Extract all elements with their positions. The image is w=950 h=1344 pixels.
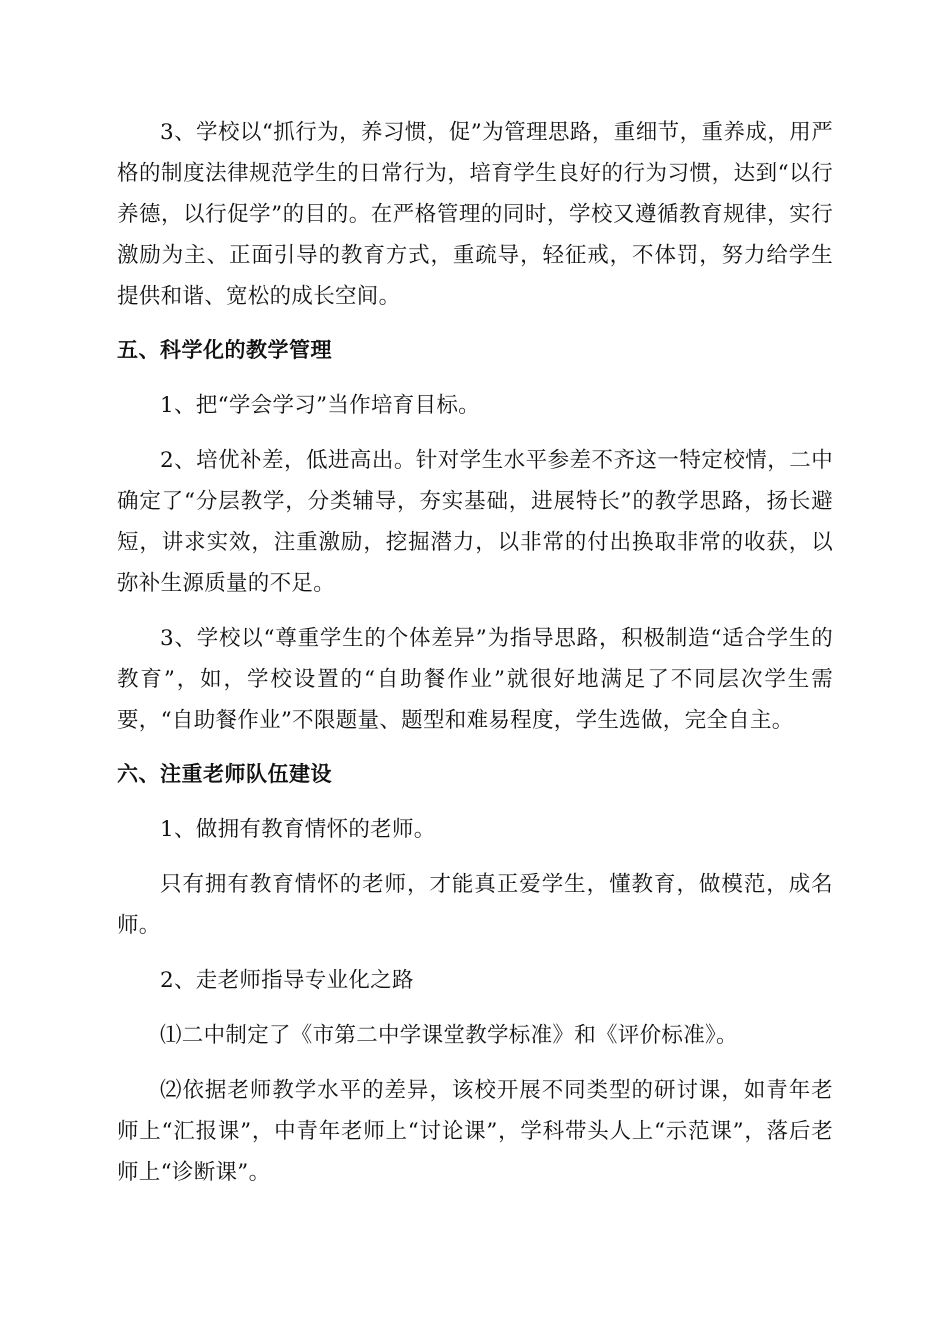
paragraph-layered-teaching: 2、培优补差，低进高出。针对学生水平参差不齐这一特定校情，二中确定了“分层教学，分类辅导，夯实基础，进展特长”的教学思路，扬长避短，讲求实效，注重激励，挖掘潜力，以非常的付出换取非常的收获，以弥补生源质量的不足。 bbox=[117, 448, 833, 596]
section-heading-6: 六、注重老师队伍建设 bbox=[117, 762, 332, 786]
section-heading-5: 五、科学化的教学管理 bbox=[117, 338, 332, 362]
paragraph-professional-path: 2、走老师指导专业化之路 bbox=[160, 968, 414, 993]
paragraph-individual-differences: 3、学校以“尊重学生的个体差异”为指导思路，积极制造“适合学生的教育”，如，学校设置的“自助餐作业”就很好地满足了不同层次学生需要，“自助餐作业”不限题量、题型和难易程度，学生选做，完全自主。 bbox=[117, 626, 833, 733]
document-body bbox=[117, 112, 833, 1193]
paragraph-seminar-types: ⑵依据老师教学水平的差异，该校开展不同类型的研讨课，如青年老师上“汇报课”，中青年老师上“讨论课”，学科带头人上“示范课”，落后老师上“诊断课”。 bbox=[117, 1078, 833, 1185]
paragraph-teaching-standards: ⑴二中制定了《市第二中学课堂教学标准》和《评价标准》。 bbox=[160, 1023, 738, 1048]
paragraph-passion-detail: 只有拥有教育情怀的老师，才能真正爱学生，懂教育，做模范，成名师。 bbox=[117, 872, 833, 938]
paragraph-learn-to-learn: 1、把“学会学习”当作培育目标。 bbox=[160, 393, 480, 418]
paragraph-behavior-management: 3、学校以“抓行为，养习惯，促”为管理思路，重细节，重养成，用严格的制度法律规范学生的日常行为，培育学生良好的行为习惯，达到“以行养德，以行促学”的目的。在严格管理的同时，学校又遵循教育规律，实行激励为主、正面引导的教育方式，重疏导，轻征戒，不体罚，努力给学生提供和谐、宽松的成长空间。 bbox=[117, 120, 833, 309]
paragraph-teacher-passion: 1、做拥有教育情怀的老师。 bbox=[160, 817, 436, 842]
